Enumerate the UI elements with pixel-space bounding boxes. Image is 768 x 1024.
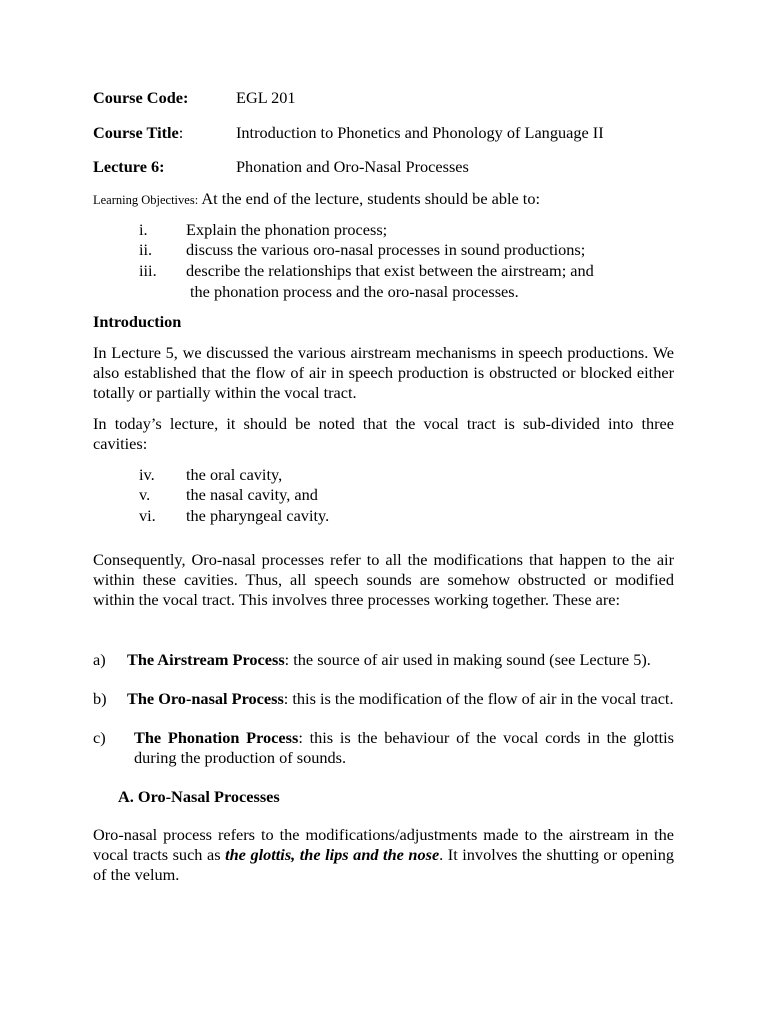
cavity-num-1: iv. bbox=[139, 465, 155, 484]
cavity-item-3: the pharyngeal cavity. bbox=[186, 506, 330, 525]
section-a-text-end: . It involves the shutting or opening of the velum. bbox=[93, 845, 674, 884]
objective-continuation: the phonation process and the oro-nasal processes. bbox=[190, 282, 519, 301]
lecture-title: Phonation and Oro-Nasal Processes bbox=[236, 157, 469, 176]
section-a-heading: A. Oro-Nasal Processes bbox=[118, 787, 280, 806]
cavity-item-2: the nasal cavity, and bbox=[186, 485, 318, 504]
course-title-colon: : bbox=[178, 123, 184, 142]
lecture-label: Lecture 6: bbox=[93, 157, 165, 176]
objective-item-3: describe the relationships that exist between the airstream; and bbox=[186, 261, 594, 280]
process-text-a: : the source of air used in making sound (see Lecture 5). bbox=[284, 650, 651, 669]
objectives-label: Learning Objectives: bbox=[93, 193, 199, 207]
process-item-b bbox=[127, 689, 674, 709]
process-text-c: : this is the behaviour of the vocal cords in the glottis during the production of sounds. bbox=[134, 728, 674, 767]
process-text-b: : this is the modification of the flow of air in the vocal tract. bbox=[283, 689, 674, 708]
objective-item-2: discuss the various oro-nasal processes in sound productions; bbox=[186, 240, 586, 259]
process-label-b: b) bbox=[93, 689, 107, 708]
objective-num-3: iii. bbox=[139, 261, 157, 280]
course-title-label: Course Title bbox=[93, 123, 179, 142]
process-item-a bbox=[127, 650, 674, 670]
process-term-b: The Oro-nasal Process bbox=[127, 689, 284, 708]
course-code-value: EGL 201 bbox=[236, 88, 296, 107]
process-term-a: The Airstream Process bbox=[127, 650, 285, 669]
objectives-line bbox=[93, 189, 540, 210]
introduction-paragraph-1: In Lecture 5, we discussed the various airstream mechanisms in speech productions. We also established that the flow of air in speech production is obstructed or blocked either totally or partially within the vocal tract. bbox=[93, 343, 674, 402]
process-label-c: c) bbox=[93, 728, 106, 747]
course-code-label: Course Code: bbox=[93, 88, 189, 107]
cavity-num-3: vi. bbox=[139, 506, 156, 525]
course-title-value: Introduction to Phonetics and Phonology of Language II bbox=[236, 123, 604, 142]
process-term-c: The Phonation Process bbox=[134, 728, 299, 747]
cavity-num-2: v. bbox=[139, 485, 151, 504]
process-item-c bbox=[134, 728, 674, 768]
objectives-intro: At the end of the lecture, students should be able to: bbox=[201, 189, 540, 208]
section-a-paragraph bbox=[93, 825, 674, 885]
course-title-label-wrap bbox=[93, 123, 183, 143]
objective-item-1: Explain the phonation process; bbox=[186, 220, 388, 239]
introduction-paragraph-2: In today’s lecture, it should be noted that the vocal tract is sub-divided into three cavities: bbox=[93, 414, 674, 453]
process-label-a: a) bbox=[93, 650, 106, 669]
section-a-text-start: Oro-nasal process refers to the modifications/adjustments made to the airstream in the vocal tracts such as bbox=[93, 825, 674, 864]
objective-num-2: ii. bbox=[139, 240, 153, 259]
introduction-heading: Introduction bbox=[93, 312, 182, 331]
objective-num-1: i. bbox=[139, 220, 148, 239]
cavity-item-1: the oral cavity, bbox=[186, 465, 283, 484]
introduction-paragraph-3: Consequently, Oro-nasal processes refer to all the modifications that happen to the air within these cavities. Thus, all speech sounds are somehow obstructed or modified within the vocal tract. This involves three processes working together. These are: bbox=[93, 550, 674, 609]
section-a-emphasis: the glottis, the lips and the nose bbox=[225, 845, 440, 864]
